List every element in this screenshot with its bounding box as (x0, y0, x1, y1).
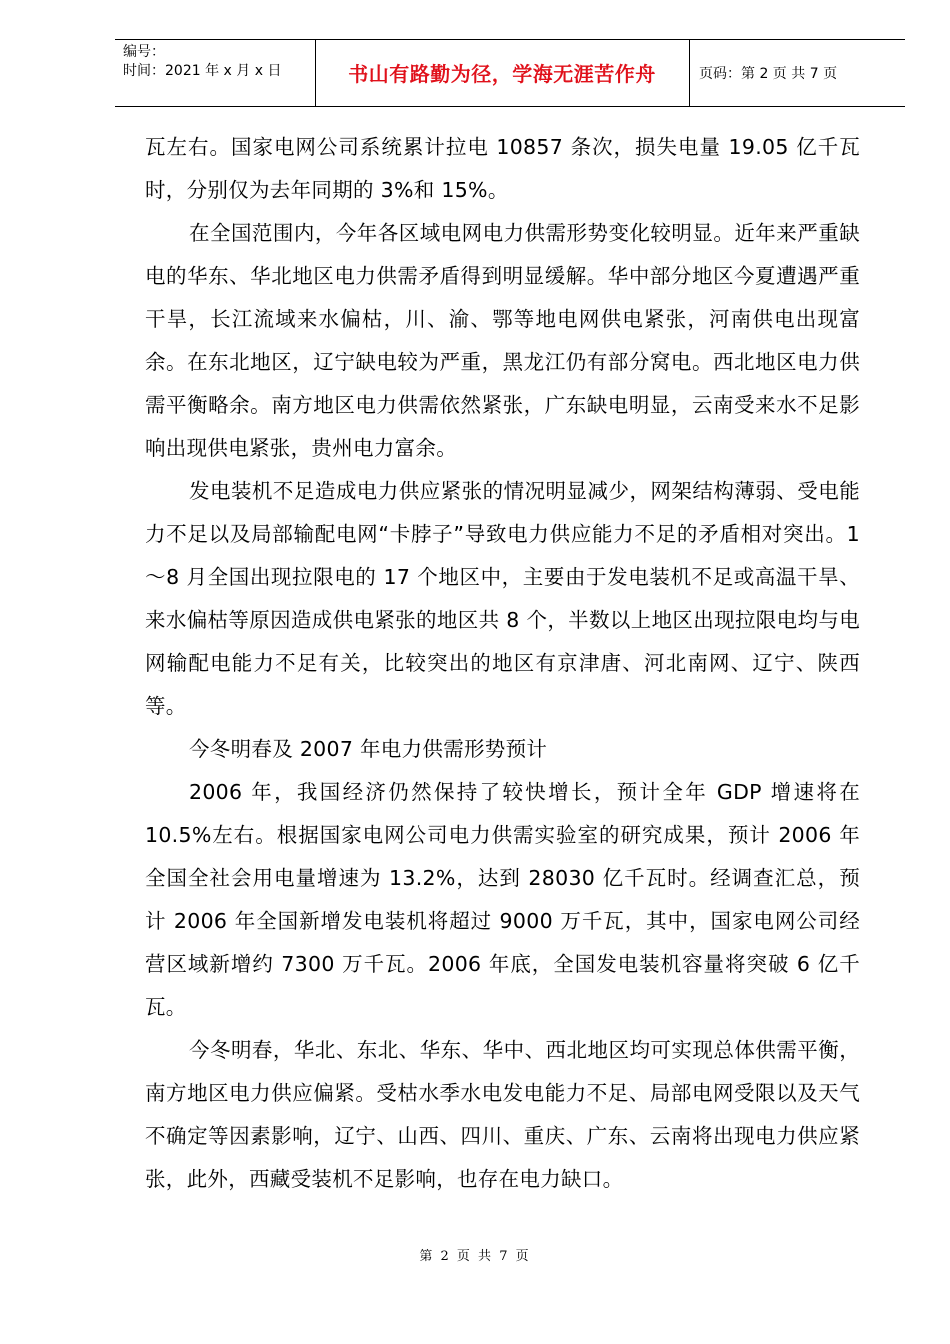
header-motto: 书山有路勤为径，学海无涯苦作舟 (348, 62, 656, 86)
header-page-number: 页码：第 2 页 共 7 页 (699, 66, 838, 82)
paragraph: 在全国范围内，今年各区域电网电力供需形势变化较明显。近年来严重缺电的华东、华北地区电力供需矛盾得到明显缓解。华中部分地区今夏遭遇严重干旱，长江流域来水偏枯，川、渝、鄂等地电网供电紧张，河南供电出现富余。在东北地区，辽宁缺电较为严重，黑龙江仍有部分窝电。西北地区电力供需平衡略余。南方地区电力供需依然紧张，广东缺电明显，云南受来水不足影响出现供电紧张，贵州电力富余。 (145, 221, 860, 460)
paragraph-continued: 瓦左右。国家电网公司系统累计拉电 10857 条次，损失电量 19.05 亿千瓦时，分别仅为去年同期的 3%和 15%。 (145, 135, 860, 202)
document-body (145, 126, 860, 1201)
section-heading: 今冬明春及 2007 年电力供需形势预计 (189, 737, 548, 761)
header-meta (123, 43, 281, 81)
document-time-label: 时间：2021 年 x 月 x 日 (123, 63, 282, 79)
document-number-label: 编号： (123, 44, 165, 60)
paragraph: 今冬明春，华北、东北、华东、华中、西北地区均可实现总体供需平衡，南方地区电力供应偏紧。受枯水季水电发电能力不足、局部电网受限以及天气不确定等因素影响，辽宁、山西、四川、重庆、广东、云南将出现电力供应紧张，此外，西藏受装机不足影响，也存在电力缺口。 (145, 1038, 860, 1191)
header-divider (689, 40, 690, 106)
page-footer: 第 2 页 共 7 页 (419, 1249, 531, 1264)
page-header (115, 39, 905, 107)
paragraph: 发电装机不足造成电力供应紧张的情况明显减少，网架结构薄弱、受电能力不足以及局部输配电网“卡脖子”导致电力供应能力不足的矛盾相对突出。1～8 月全国出现拉限电的 17 个地区中，主要由于发电装机不足或高温干旱、来水偏枯等原因造成供电紧张的地区共 8 个，半数以上地区出现拉限电均与电网输配电能力不足有关，比较突出的地区有京津唐、河北南网、辽宁、陕西等。 (145, 479, 860, 718)
paragraph: 2006 年，我国经济仍然保持了较快增长，预计全年 GDP 增速将在 10.5%左右。根据国家电网公司电力供需实验室的研究成果，预计 2006 年全国全社会用电量增速为 13.2%，达到 28030 亿千瓦时。经调查汇总，预计 2006 年全国新增发电装机将超过 9000 万千瓦，其中，国家电网公司经营区域新增约 7300 万千瓦。2006 年底，全国发电装机容量将突破 6 亿千瓦。 (145, 780, 860, 1019)
